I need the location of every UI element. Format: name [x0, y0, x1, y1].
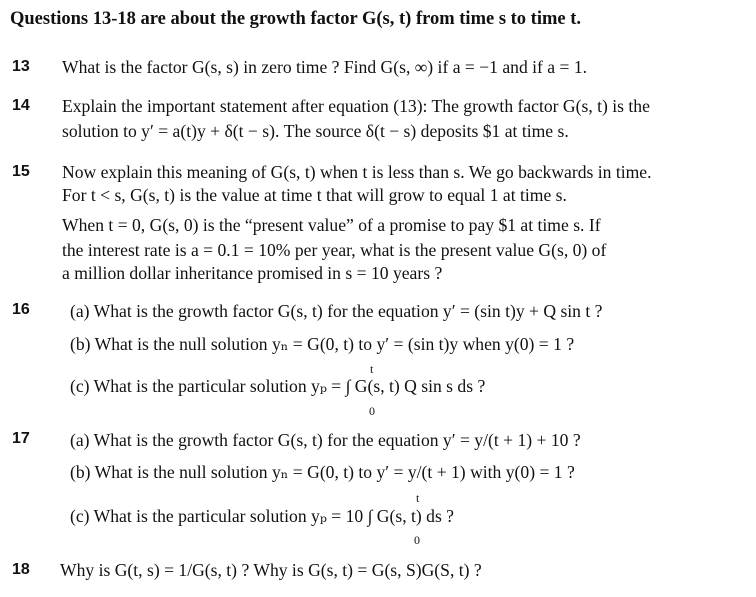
question-17-part-c: (c) What is the particular solution yₚ = 10 ∫ G(s, t) ds ?: [70, 506, 454, 526]
question-number-14: 14: [12, 97, 30, 114]
question-17-integral-lower-limit: 0: [414, 533, 420, 547]
question-16-part-a: (a) What is the growth factor G(s, t) for the equation y′ = (sin t)y + Q sin t ?: [70, 301, 603, 321]
question-15-line-5: a million dollar inheritance promised in s = 10 years ?: [62, 263, 443, 283]
question-14-line-2: solution to y′ = a(t)y + δ(t − s). The source δ(t − s) deposits $1 at time s.: [62, 121, 569, 141]
question-number-17: 17: [12, 430, 30, 447]
question-15-line-1: Now explain this meaning of G(s, t) when t is less than s. We go backwards in time.: [62, 162, 652, 182]
question-16-integral-upper-limit: t: [370, 362, 374, 376]
question-16-integral-lower-limit: 0: [369, 404, 375, 418]
question-15-line-4: the interest rate is a = 0.1 = 10% per year, what is the present value G(s, 0) of: [62, 240, 607, 260]
question-16-part-b: (b) What is the null solution yₙ = G(0, t) to y′ = (sin t)y when y(0) = 1 ?: [70, 334, 575, 354]
question-17-part-b: (b) What is the null solution yₙ = G(0, t) to y′ = y/(t + 1) with y(0) = 1 ?: [70, 462, 575, 482]
section-heading: Questions 13-18 are about the growth factor G(s, t) from time s to time t.: [10, 9, 582, 29]
question-number-18: 18: [12, 561, 30, 578]
question-14-line-1: Explain the important statement after equation (13): The growth factor G(s, t) is the: [62, 96, 650, 116]
question-15-line-2: For t < s, G(s, t) is the value at time t that will grow to equal 1 at time s.: [62, 185, 567, 205]
question-17-part-a: (a) What is the growth factor G(s, t) for the equation y′ = y/(t + 1) + 10 ?: [70, 430, 581, 450]
question-17-integral-upper-limit: t: [416, 491, 420, 505]
question-13-text: What is the factor G(s, s) in zero time ? Find G(s, ∞) if a = −1 and if a = 1.: [62, 57, 588, 77]
question-16-part-c: (c) What is the particular solution yₚ = ∫ G(s, t) Q sin s ds ?: [70, 376, 486, 396]
question-number-13: 13: [12, 58, 30, 75]
question-18-text: Why is G(t, s) = 1/G(s, t) ? Why is G(s, t) = G(s, S)G(S, t) ?: [60, 560, 482, 580]
question-15-line-3: When t = 0, G(s, 0) is the “present value” of a promise to pay $1 at time s. If: [62, 215, 601, 235]
question-number-16: 16: [12, 301, 30, 318]
question-number-15: 15: [12, 163, 30, 180]
